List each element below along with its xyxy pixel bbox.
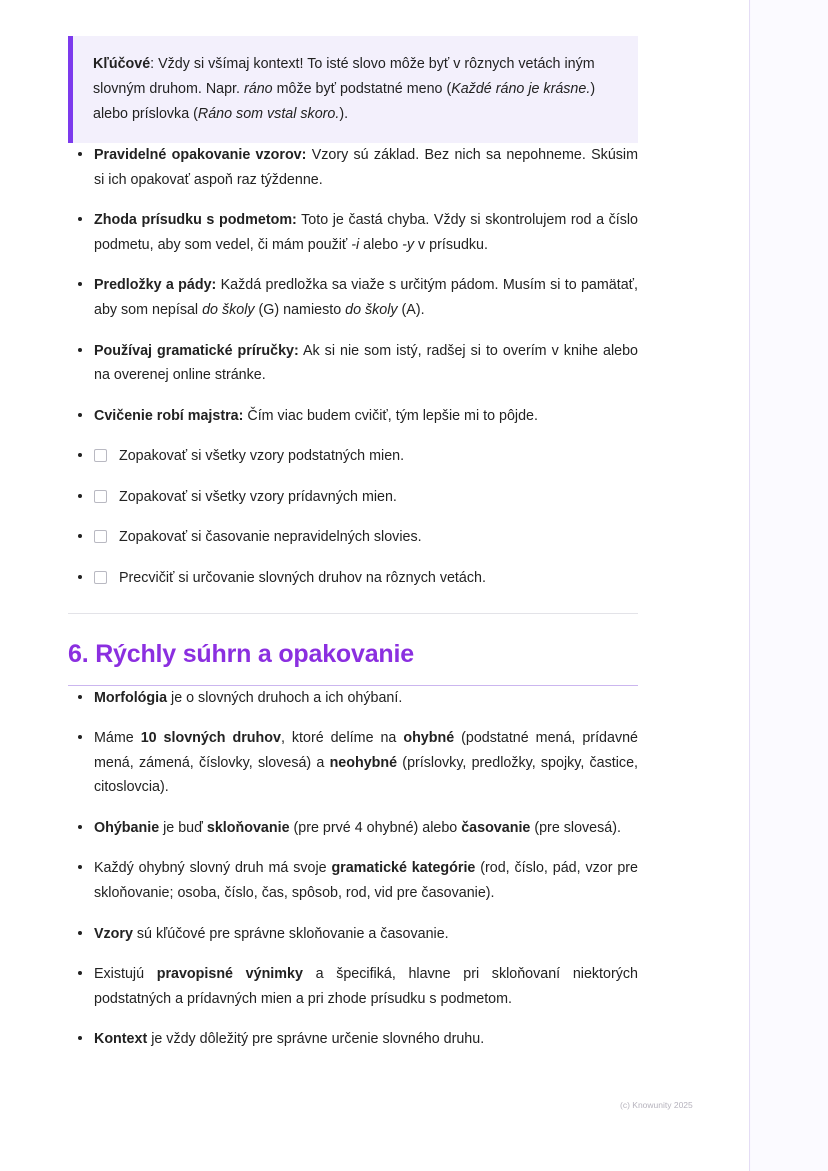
tip-tail: v prísudku. xyxy=(414,236,488,253)
summary-pre: Každý ohybný slovný druh má svoje xyxy=(94,860,332,877)
list-item xyxy=(68,856,638,905)
list-item xyxy=(68,922,638,947)
tip-text: Toto je častá chyba. Vždy si skontrolujem rod a číslo podmetu, aby som vedel, či mám použiť xyxy=(94,212,639,253)
summary-bold: Ohýbanie xyxy=(94,819,160,836)
tip-title: Pravidelné opakovanie vzorov: xyxy=(94,147,307,164)
callout-em-3: Ráno som vstal skoro. xyxy=(197,106,340,123)
checklist-label: Zopakovať si všetky vzory podstatných mien. xyxy=(119,448,405,465)
tip-title: Zhoda prísudku s podmetom: xyxy=(94,212,297,229)
checklist-label: Precvičiť si určovanie slovných druhov na rôznych vetách. xyxy=(119,569,486,586)
document-content xyxy=(68,0,638,1068)
checklist-label: Zopakovať si všetky vzory prídavných mien. xyxy=(119,488,397,505)
tip-title: Používaj gramatické príručky: xyxy=(94,342,299,359)
summary-bold: pravopisné výnimky xyxy=(156,966,303,983)
callout-em-2: Každé ráno je krásne. xyxy=(451,81,591,98)
tip-mid: alebo xyxy=(359,236,403,253)
summary-bold: gramatické kategórie xyxy=(331,860,476,877)
right-margin-panel xyxy=(751,0,828,1171)
list-item xyxy=(68,1027,638,1052)
list-item xyxy=(68,208,638,257)
tip-text: Vzory sú základ. Bez nich sa nepohneme. Skúsim si ich opakovať aspoň raz týždenne. xyxy=(94,147,639,188)
list-item xyxy=(68,444,638,469)
list-item xyxy=(68,566,638,591)
section-heading: 6. Rýchly súhrn a opakovanie xyxy=(68,640,638,686)
key-callout xyxy=(68,36,638,143)
summary-text: je vždy dôležitý pre správne určenie slovného druhu. xyxy=(147,1031,485,1048)
list-item xyxy=(68,816,638,841)
tip-text: Každá predložka sa viaže s určitým pádom. Musím si to pamätať, aby som nepísal xyxy=(94,277,638,318)
tip-em-a: -i xyxy=(351,236,360,253)
summary-text-2: (pre prvé 4 ohybné) alebo xyxy=(289,819,462,836)
summary-text: sú kľúčové pre správne skloňovanie a časovanie. xyxy=(132,925,449,942)
callout-em-1: ráno xyxy=(243,81,273,98)
callout-text-4: ). xyxy=(339,106,349,123)
checkbox[interactable] xyxy=(94,530,107,543)
list-item xyxy=(68,485,638,510)
tip-title: Cvičenie robí majstra: xyxy=(94,407,244,424)
callout-text-3: ) alebo príslovka ( xyxy=(93,81,596,123)
summary-pre: Máme xyxy=(94,730,141,747)
list-item xyxy=(68,686,638,711)
checklist-label: Zopakovať si časovanie nepravidelných slovies. xyxy=(119,529,422,546)
checkbox[interactable] xyxy=(94,571,107,584)
summary-bold: Morfológia xyxy=(94,689,168,706)
summary-bold: Kontext xyxy=(94,1031,148,1048)
summary-list xyxy=(68,686,638,1052)
right-margin-rail xyxy=(749,0,828,1171)
list-item xyxy=(68,404,638,429)
tip-text: Ak si nie som istý, radšej si to overím v knihe alebo na overenej online stránke. xyxy=(94,342,638,384)
list-item xyxy=(68,726,638,800)
summary-text: a špecifiká, hlavne pri skloňovaní niektorých podstatných a prídavných mien a pri zhode prísudku s podmetom. xyxy=(94,966,638,1007)
summary-text: je o slovných druhoch a ich ohýbaní. xyxy=(167,689,403,706)
list-item xyxy=(68,273,638,322)
tip-em-a: do školy xyxy=(202,301,255,318)
tip-mid: (G) namiesto xyxy=(254,301,346,318)
section-divider xyxy=(68,613,638,614)
checkbox[interactable] xyxy=(94,490,107,503)
callout-text-1: : Vždy si všímaj kontext! To isté slovo môže byť v rôznych vetách iným slovným druhom. Napr. xyxy=(93,56,595,98)
summary-bold: 10 slovných druhov xyxy=(140,730,281,747)
summary-pre: Existujú xyxy=(94,966,157,983)
list-item xyxy=(68,143,638,192)
summary-bold: Vzory xyxy=(94,925,133,942)
copyright-note: (c) Knowunity 2025 xyxy=(620,1100,693,1110)
summary-text: je buď xyxy=(159,819,207,836)
summary-text-3: (pre slovesá). xyxy=(530,819,621,836)
callout-text-2: môže byť podstatné meno ( xyxy=(272,81,452,98)
list-item xyxy=(68,962,638,1011)
callout-paragraph xyxy=(93,52,618,127)
tip-text: Čím viac budem cvičiť, tým lepšie mi to pôjde. xyxy=(243,407,538,424)
summary-text-3: (príslovky, predložky, spojky, častice, citoslovcia). xyxy=(94,754,639,796)
tips-list xyxy=(68,143,638,591)
summary-text-2: (podstatné mená, prídavné mená, zámená, číslovky, slovesá) a xyxy=(94,730,638,771)
summary-bold-3: časovanie xyxy=(461,819,531,836)
tip-em-b: do školy xyxy=(345,301,398,318)
list-item xyxy=(68,339,638,388)
summary-bold-2: skloňovanie xyxy=(206,819,290,836)
summary-text: , ktoré delíme na xyxy=(280,730,404,747)
tip-em-b: -y xyxy=(402,236,415,253)
checkbox[interactable] xyxy=(94,449,107,462)
list-item xyxy=(68,525,638,550)
tip-title: Predložky a pády: xyxy=(94,277,217,294)
callout-label: Kľúčové xyxy=(93,56,151,72)
summary-text: (rod, číslo, pád, vzor pre skloňovanie; osoba, číslo, čas, spôsob, rod, vid pre časovanie). xyxy=(94,860,638,902)
summary-bold-2: ohybné xyxy=(403,730,455,747)
summary-bold-3: neohybné xyxy=(329,754,398,771)
tip-tail: (A). xyxy=(397,301,425,318)
